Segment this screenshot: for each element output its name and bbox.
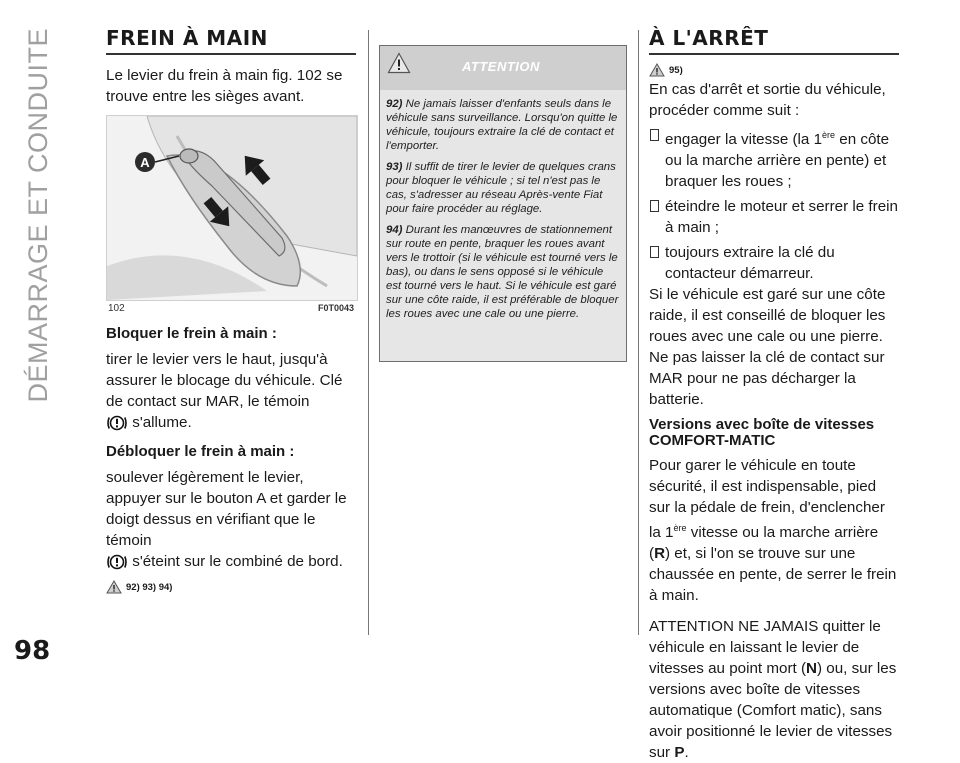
gear-p: P: [674, 744, 685, 762]
brake-warning-lamp-icon: [106, 414, 128, 432]
column-handbrake: [106, 26, 356, 594]
gear-n: N: [806, 660, 817, 678]
warning-reference: [649, 63, 899, 77]
text-part: vitesse ou la marche arrière (: [649, 524, 879, 563]
list-item: [649, 125, 899, 192]
unlock-instructions: [106, 467, 356, 572]
steep-slope-paragraph: Si le véhicule est garé sur une côte raide, il est conseillé de bloquer les roues avec une cale ou une pierre.: [649, 286, 886, 346]
handbrake-illustration: [107, 116, 357, 300]
page-number: 98: [14, 636, 51, 666]
warning-reference-numbers: 92) 93) 94): [126, 581, 173, 593]
text-part: ) ou, sur les versions avec boîte de vitesses automatique (Comfort matic), sans avoir positionné le levier de vitesses sur: [649, 660, 897, 762]
gear-r: R: [654, 545, 666, 563]
attention-item-text: Il suffit de tirer le levier de quelques crans pour bloquer le véhicule ; si tel n'est pas le cas, s'adresser au réseau Après-vente Fiat pour faire procéder au réglage.: [386, 161, 616, 215]
unlock-heading: Débloquer le frein à main :: [106, 443, 295, 460]
figure-number: 102: [108, 303, 125, 314]
attention-item-text: Ne jamais laisser d'enfants seuls dans le véhicule sans surveillance. Lorsqu'on quitte le véhicule, toujours extraire la clé de contact et l'emporter.: [386, 98, 618, 152]
superscript: ère: [673, 523, 687, 534]
checkbox-bullet-icon: [650, 129, 659, 141]
section-side-title: [6, 28, 70, 403]
unlock-text-end: s'éteint sur le combiné de bord.: [132, 553, 343, 570]
attention-box: [379, 45, 627, 362]
list-item-text: [665, 125, 899, 192]
attention-label: ATTENTION: [462, 59, 540, 74]
figure-code: F0T0043: [317, 303, 354, 313]
lock-text: tirer le levier vers le haut, jusqu'à assurer le blocage du véhicule. Clé de contact sur MAR, le témoin: [106, 351, 343, 410]
lock-instructions: [106, 349, 356, 433]
brake-warning-lamp-icon: [106, 553, 128, 571]
list-item: [649, 196, 899, 238]
attention-item: [386, 223, 620, 321]
text-part: ATTENTION NE JAMAIS quitter le véhicule en laissant le levier de vitesses au point mort (: [649, 618, 881, 678]
text-part: .: [684, 744, 689, 762]
section-title-text: DÉMARRAGE ET CONDUITE: [22, 28, 53, 403]
attention-item-text: Durant les manœuvres de stationnement sur route en pente, braquer les roues avant vers le trottoir (si le véhicule est tourné vers le bas), ou dans le sens opposé si le véhicule est tourné vers le haut. Si le véhicule est garé sur une côte raide, il est préférable de bloquer les roues avec une cale ou une pierre.: [386, 224, 619, 320]
comfort-matic-paragraph: [649, 455, 899, 606]
warning-triangle-icon: [387, 52, 411, 74]
text-part: Pour garer le véhicule en toute sécurité, il est indispensable, pied sur la pédale de frein, d'enclencher la 1: [649, 457, 885, 542]
attention-item-number: 94): [386, 224, 403, 236]
warning-paragraph: [649, 616, 899, 763]
warning-triangle-icon: [649, 63, 665, 77]
figure-caption: [106, 301, 356, 314]
list-item-text: toujours extraire la clé du contacteur démarreur.: [665, 244, 835, 283]
heading-handbrake: FREIN À MAIN: [106, 26, 356, 55]
list-item-text: éteindre le moteur et serrer le frein à main ;: [665, 198, 898, 237]
battery-paragraph: Ne pas laisser la clé de contact sur MAR pour ne pas décharger la batterie.: [649, 349, 885, 409]
attention-item: [386, 97, 620, 153]
list-item: [649, 242, 899, 284]
lock-heading: Bloquer le frein à main :: [106, 325, 277, 342]
handbrake-intro: Le levier du frein à main fig. 102 se trouve entre les sièges avant.: [106, 67, 343, 105]
column-divider: [368, 30, 369, 635]
warning-reference-number: 95): [669, 64, 683, 76]
checkbox-bullet-icon: [650, 200, 659, 212]
column-divider: [638, 30, 639, 635]
list-item-text-part: engager la vitesse (la 1: [665, 131, 823, 149]
text-part: ) et, si l'on se trouve sur une chaussée en pente, de serrer le frein à main.: [649, 545, 897, 605]
list-item-text-part: en côte ou la marche arrière en pente) et braquer les roues ;: [665, 131, 890, 191]
figure-callout-a: A: [140, 155, 150, 170]
attention-item: [386, 160, 620, 216]
lock-text-end: s'allume.: [132, 414, 192, 431]
attention-item-number: 92): [386, 98, 403, 110]
column-attention: [379, 45, 629, 362]
warning-references: [106, 580, 356, 594]
attention-body: [380, 90, 626, 321]
comfort-matic-heading: Versions avec boîte de vitesses COMFORT-MATIC: [649, 416, 875, 450]
parking-intro: En cas d'arrêt et sortie du véhicule, procéder comme suit :: [649, 81, 886, 119]
figure-handbrake: [106, 115, 358, 301]
attention-item-number: 93): [386, 161, 403, 173]
checkbox-bullet-icon: [650, 246, 659, 258]
superscript: ère: [822, 130, 836, 140]
unlock-text: soulever légèrement le levier, appuyer sur le bouton A et garder le doigt dessus en vérifiant que le témoin: [106, 469, 347, 549]
warning-triangle-icon: [106, 580, 122, 594]
attention-header: [380, 46, 626, 90]
column-parking: [649, 26, 899, 763]
heading-parking: À L'ARRÊT: [649, 26, 899, 55]
